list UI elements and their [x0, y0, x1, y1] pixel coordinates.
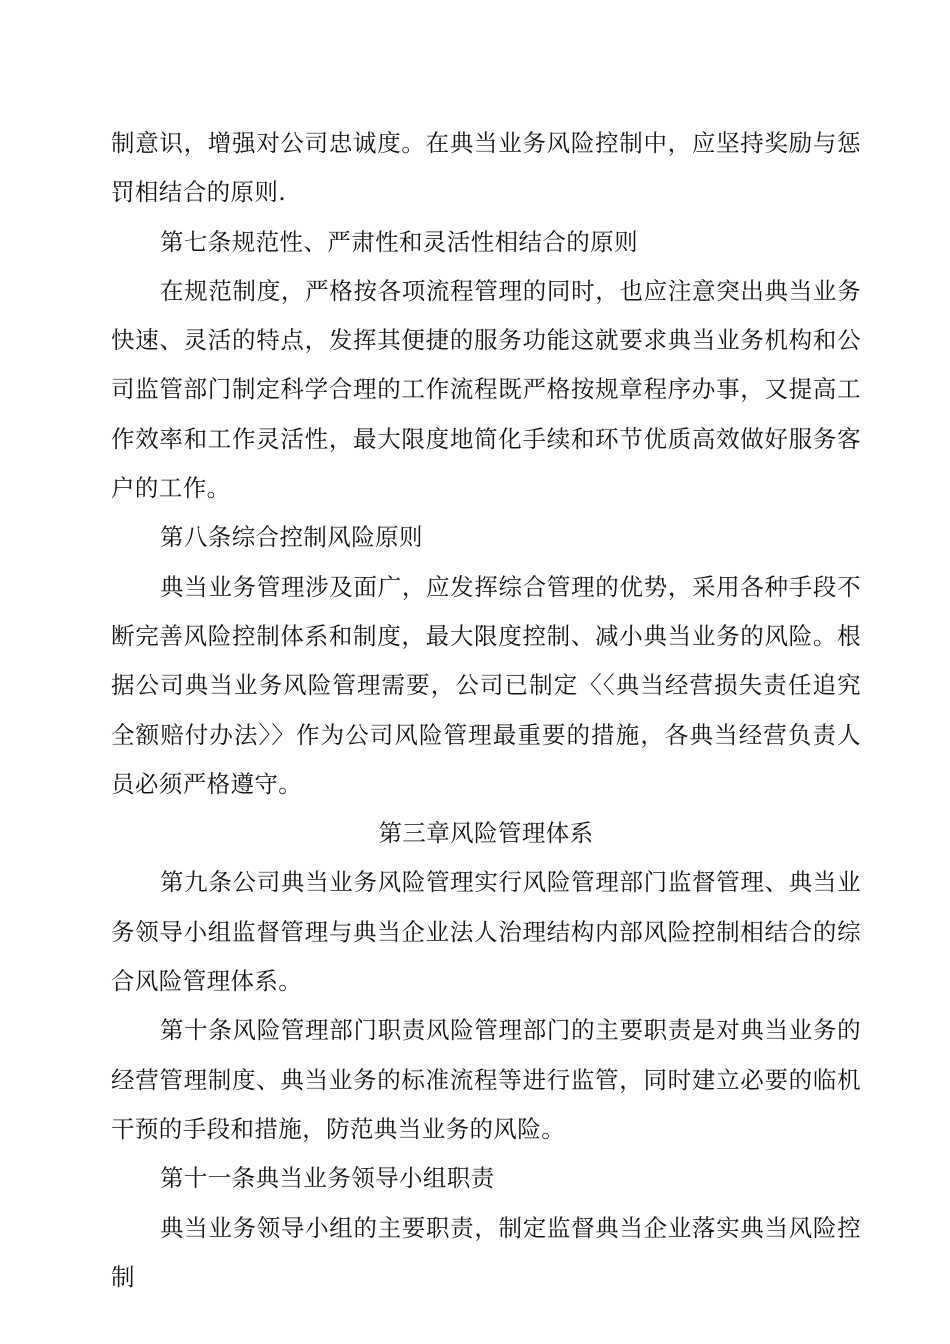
article-8-title: 第八条综合控制风险原则 [160, 523, 423, 552]
article-11-body: 典当业务领导小组的主要职责，制定监督典当企业落实典当风险控制 [111, 1213, 861, 1291]
article-7-title: 第七条规范性、严肃性和灵活性相结合的原则 [160, 227, 638, 256]
article-8-body: 典当业务管理涉及面广，应发挥综合管理的优势，采用各种手段不断完善风险控制体系和制度，最大限度控制、减小典当业务的风险。根据公司典当业务风险管理需要，公司已制定〈〈典当经营损失责任追究全额赔付办法〉〉作为公司风险管理最重要的措施，各典当经营负责人员必须严格遵守。 [111, 572, 861, 798]
chapter-3-heading: 第三章风险管理体系 [378, 819, 594, 848]
document-body [111, 119, 861, 1302]
article-11-title: 第十一条典当业务领导小组职责 [160, 1164, 495, 1193]
paragraph-continuation: 制意识，增强对公司忠诚度。在典当业务风险控制中，应坚持奖励与惩罚相结合的原则. [111, 129, 861, 207]
article-7-body: 在规范制度，严格按各项流程管理的同时，也应注意突出典当业务快速、灵活的特点，发挥其便捷的服务功能这就要求典当业务机构和公司监管部门制定科学合理的工作流程既严格按规章程序办事，又提高工作效率和工作灵活性，最大限度地简化手续和环节优质高效做好服务客户的工作。 [111, 276, 861, 503]
article-9-body: 第九条公司典当业务风险管理实行风险管理部门监督管理、典当业务领导小组监督管理与典当企业法人治理结构内部风险控制相结合的综合风险管理体系。 [111, 868, 861, 996]
article-10-body: 第十条风险管理部门职责风险管理部门的主要职责是对典当业务的经营管理制度、典当业务的标准流程等进行监管，同时建立必要的临机干预的手段和措施，防范典当业务的风险。 [111, 1016, 861, 1143]
